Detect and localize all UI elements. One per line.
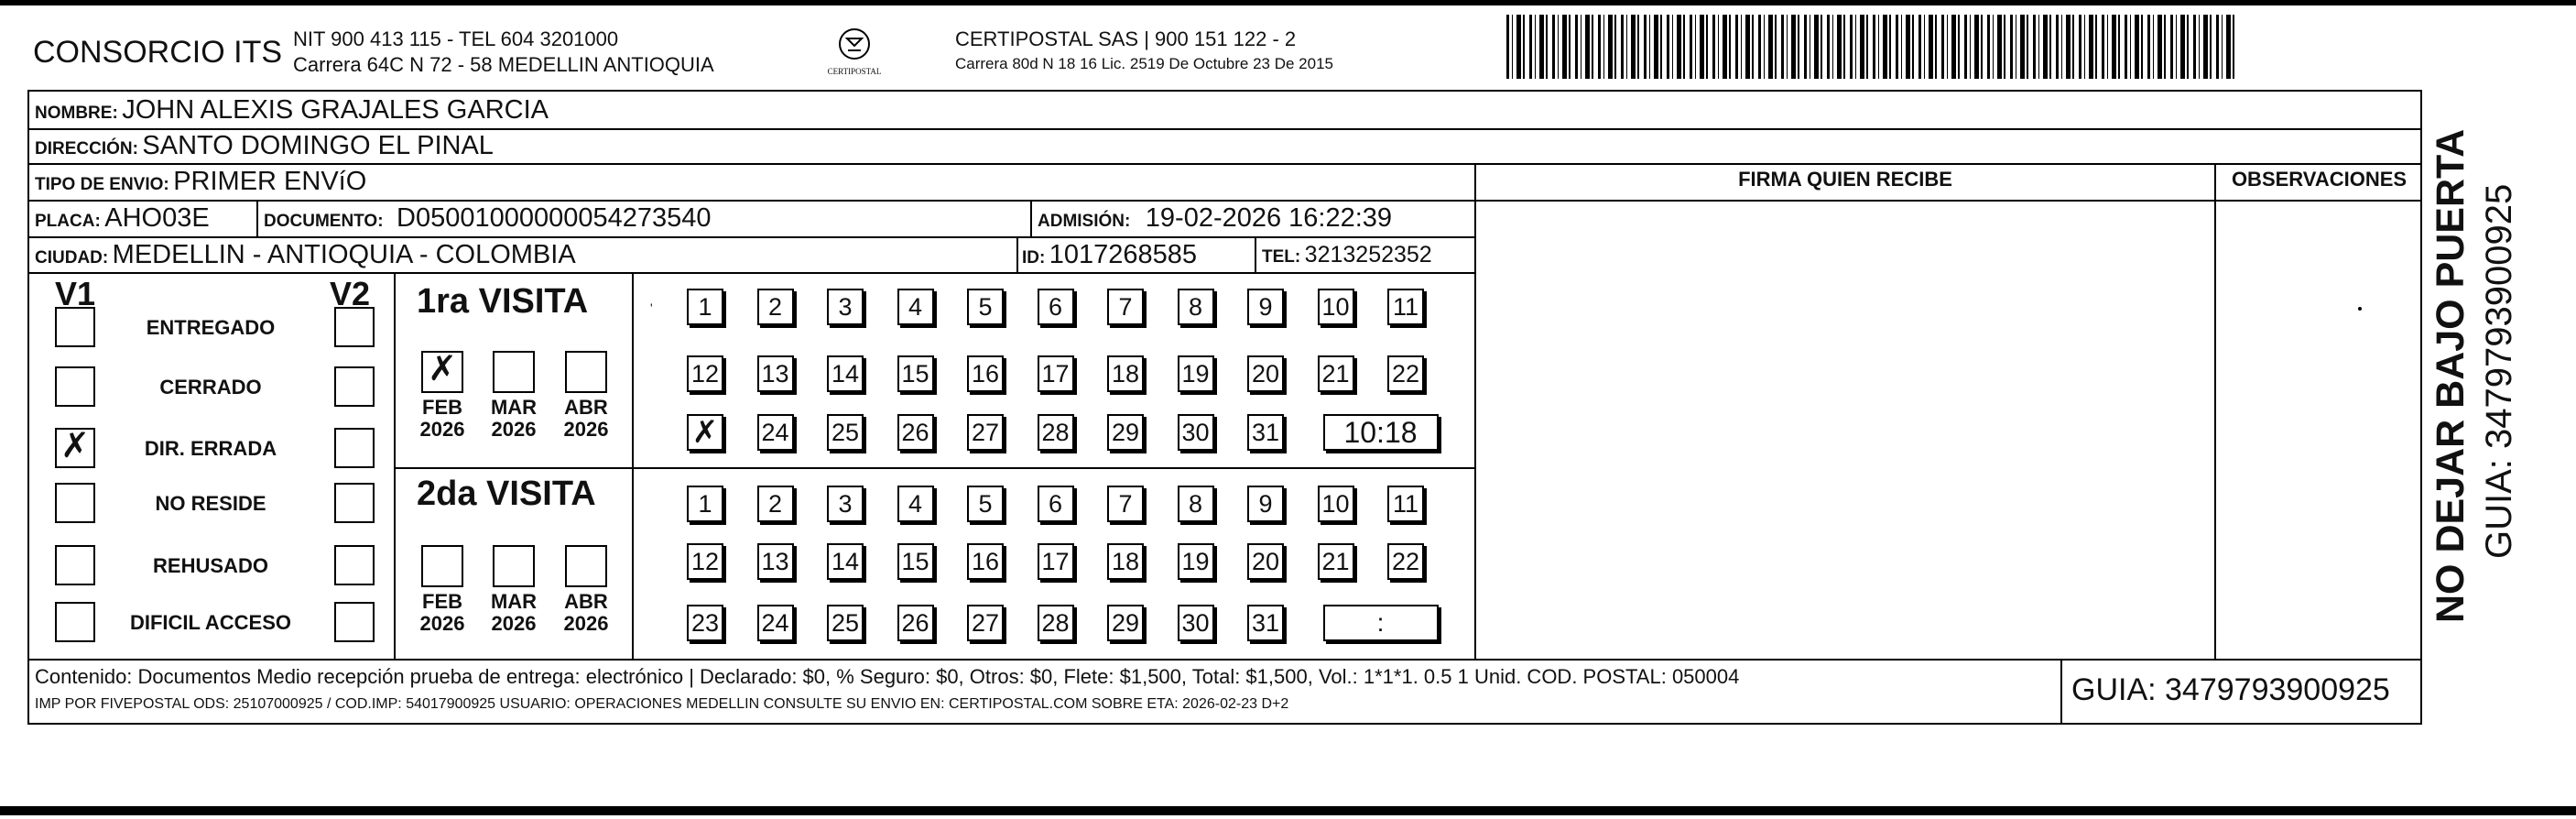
- second-day-box[interactable]: 10: [1318, 486, 1354, 522]
- first-day-box[interactable]: 8: [1178, 289, 1214, 325]
- documento-value: D05001000000054273540: [397, 203, 712, 233]
- admision-row: [1038, 203, 1392, 234]
- first-month-checkbox[interactable]: [493, 351, 535, 393]
- v1-checkbox[interactable]: [55, 602, 95, 642]
- second-month-label: [415, 591, 470, 635]
- footer-contenido: Contenido: Documentos Medio recepción prueba de entrega: electrónico | Declarado: $0, % Seguro: $0, Otros: $0, Flete: $1,500, Total: $1,500, Vol.: 1*1*1. 0.5 1 Unid. COD. POSTAL: 050004: [35, 665, 1740, 688]
- second-day-box[interactable]: 14: [827, 543, 864, 580]
- v2-checkbox[interactable]: [334, 602, 375, 642]
- second-month-checkbox[interactable]: [421, 545, 463, 587]
- footer-guia: GUIA: 3479793900925: [2071, 672, 2390, 707]
- second-day-box[interactable]: 16: [967, 543, 1004, 580]
- month-year: 2026: [563, 612, 609, 635]
- visit-mid-line: [394, 467, 1474, 469]
- status-label: DIFICIL ACCESO: [129, 611, 291, 634]
- v1-checkbox[interactable]: [55, 483, 95, 523]
- v2-checkbox[interactable]: [334, 307, 375, 347]
- footer-imp: IMP POR FIVEPOSTAL ODS: 25107000925 / COD.IMP: 54017900925 USUARIO: OPERACIONES MEDELLIN CONSULTE SU ENVIO EN: CERTIPOSTAL.COM SOBRE ETA: 2026-02-23 D+2: [35, 696, 1289, 712]
- company-name: CONSORCIO ITS: [33, 35, 283, 70]
- second-day-box[interactable]: 12: [687, 543, 723, 580]
- id-label: ID:: [1022, 248, 1046, 268]
- first-day-box[interactable]: 11: [1387, 289, 1424, 325]
- second-day-box[interactable]: 22: [1387, 543, 1424, 580]
- v1-label: V1: [55, 275, 96, 312]
- second-day-box[interactable]: 13: [757, 543, 794, 580]
- footer-line: [27, 659, 2422, 661]
- first-day-box[interactable]: 6: [1038, 289, 1074, 325]
- first-day-box[interactable]: 15: [897, 355, 934, 392]
- first-day-box[interactable]: 18: [1107, 355, 1144, 392]
- month-year: 2026: [563, 418, 609, 441]
- second-day-box[interactable]: 24: [757, 605, 794, 641]
- first-day-box[interactable]: 25: [827, 414, 864, 451]
- x-mark-icon: ✗: [691, 414, 719, 451]
- tel-label: TEL:: [1262, 247, 1301, 267]
- ciudad-row: [35, 240, 576, 270]
- month-name: ABR: [564, 396, 608, 419]
- firma-header: FIRMA QUIEN RECIBE: [1738, 168, 1952, 191]
- row-line-5: [27, 272, 1474, 274]
- v2-checkbox[interactable]: [334, 428, 375, 468]
- placa-row: [35, 203, 210, 234]
- placa-value: AHO03E: [104, 203, 210, 233]
- first-day-box[interactable]: 21: [1318, 355, 1354, 392]
- first-day-box[interactable]: 2: [757, 289, 794, 325]
- barcode: [1506, 15, 2239, 79]
- tipo-value: PRIMER ENVíO: [173, 167, 367, 196]
- row-line-2: [27, 163, 2422, 165]
- first-day-box[interactable]: 20: [1247, 355, 1284, 392]
- first-day-box[interactable]: 9: [1247, 289, 1284, 325]
- second-day-box[interactable]: 29: [1107, 605, 1144, 641]
- side-guia: GUIA: 3479793900925: [2479, 183, 2519, 559]
- first-day-box[interactable]: 16: [967, 355, 1004, 392]
- tipo-label: TIPO DE ENVIO:: [35, 175, 169, 194]
- second-day-box[interactable]: 7: [1107, 486, 1144, 522]
- tipo-row: [35, 167, 366, 197]
- first-visit-title: 1ra VISITA: [417, 282, 589, 321]
- second-day-box[interactable]: 5: [967, 486, 1004, 522]
- status-label: NO RESIDE: [155, 492, 266, 515]
- first-day-box[interactable]: 13: [757, 355, 794, 392]
- second-visit-title: 2da VISITA: [417, 475, 596, 513]
- first-day-box[interactable]: 10: [1318, 289, 1354, 325]
- second-day-box[interactable]: 3: [827, 486, 864, 522]
- carrier-name: CERTIPOSTAL SAS | 900 151 122 - 2: [955, 27, 1297, 50]
- row-line-3: [27, 200, 1474, 202]
- v1-checkbox[interactable]: [55, 425, 95, 468]
- ciudad-label: CIUDAD:: [35, 248, 109, 268]
- second-day-box[interactable]: 17: [1038, 543, 1074, 580]
- first-time-box[interactable]: 10:18: [1323, 414, 1439, 451]
- row-line-4: [27, 236, 1474, 238]
- month-year: 2026: [419, 418, 465, 441]
- status-sep: [394, 272, 396, 659]
- month-name: FEB: [422, 590, 462, 613]
- second-month-label: [559, 591, 614, 635]
- v2-label: V2: [330, 275, 371, 312]
- month-name: FEB: [422, 396, 462, 419]
- logo-text: CERTIPOSTAL: [827, 67, 882, 76]
- second-month-label: [486, 591, 541, 635]
- obs-dot: [2358, 307, 2362, 311]
- placa-sep: [256, 200, 258, 238]
- first-day-box[interactable]: 27: [967, 414, 1004, 451]
- second-day-box[interactable]: 15: [897, 543, 934, 580]
- v1-checkbox[interactable]: [55, 366, 95, 407]
- placa-label: PLACA:: [35, 212, 101, 231]
- company-address: Carrera 64C N 72 - 58 MEDELLIN ANTIOQUIA: [293, 53, 714, 76]
- bottom-rule: [0, 806, 2576, 815]
- nombre-label: NOMBRE:: [35, 104, 118, 123]
- second-month-checkbox[interactable]: [493, 545, 535, 587]
- first-day-box[interactable]: 1: [687, 289, 723, 325]
- second-day-box[interactable]: 6: [1038, 486, 1074, 522]
- guia-sep: [2060, 659, 2062, 725]
- first-month-checkbox[interactable]: [421, 348, 463, 393]
- second-day-box[interactable]: 23: [687, 605, 723, 641]
- documento-row: [264, 203, 712, 234]
- second-day-box[interactable]: 31: [1247, 605, 1284, 641]
- first-month-label: [415, 397, 470, 441]
- side-warning: NO DEJAR BAJO PUERTA: [2429, 128, 2473, 623]
- month-name: MAR: [490, 590, 538, 613]
- nombre-value: JOHN ALEXIS GRAJALES GARCIA: [122, 95, 549, 125]
- certipostal-logo: [818, 26, 891, 76]
- v2-checkbox[interactable]: [334, 545, 375, 585]
- certipostal-logo-icon: [836, 26, 873, 62]
- second-day-box[interactable]: 30: [1178, 605, 1214, 641]
- id-row: [1022, 240, 1197, 270]
- x-mark-icon: ✗: [428, 348, 457, 388]
- first-month-checkbox[interactable]: [565, 351, 607, 393]
- v2-checkbox[interactable]: [334, 366, 375, 407]
- first-day-box[interactable]: 5: [967, 289, 1004, 325]
- x-mark-icon: ✗: [60, 425, 90, 465]
- top-rule: [0, 0, 2576, 5]
- second-day-box[interactable]: 9: [1247, 486, 1284, 522]
- frame-top-line: [27, 90, 2422, 92]
- v1-checkbox[interactable]: [55, 545, 95, 585]
- admision-label: ADMISIÓN:: [1038, 212, 1131, 231]
- first-day-box[interactable]: 4: [897, 289, 934, 325]
- first-day-box[interactable]: 30: [1178, 414, 1214, 451]
- v2-checkbox[interactable]: [334, 483, 375, 523]
- tel-value: 3213252352: [1304, 242, 1432, 268]
- second-day-box[interactable]: 20: [1247, 543, 1284, 580]
- tel-sep: [1255, 236, 1256, 273]
- month-year: 2026: [419, 612, 465, 635]
- second-day-box[interactable]: 4: [897, 486, 934, 522]
- stray-mark: ': [650, 300, 653, 315]
- ciudad-value: MEDELLIN - ANTIOQUIA - COLOMBIA: [112, 240, 576, 269]
- month-year: 2026: [491, 612, 537, 635]
- direccion-label: DIRECCIÓN:: [35, 139, 138, 158]
- second-day-box[interactable]: 28: [1038, 605, 1074, 641]
- second-day-box[interactable]: 8: [1178, 486, 1214, 522]
- first-day-box[interactable]: 14: [827, 355, 864, 392]
- v1-checkbox[interactable]: [55, 307, 95, 347]
- tel-row: [1262, 242, 1432, 268]
- first-day-box[interactable]: 12: [687, 355, 723, 392]
- row-line-1: [27, 128, 2422, 130]
- first-day-box[interactable]: 29: [1107, 414, 1144, 451]
- second-day-box[interactable]: 19: [1178, 543, 1214, 580]
- documento-label: DOCUMENTO:: [264, 212, 384, 231]
- second-day-box[interactable]: 1: [687, 486, 723, 522]
- second-day-box[interactable]: 21: [1318, 543, 1354, 580]
- first-day-box[interactable]: 17: [1038, 355, 1074, 392]
- status-label: REHUSADO: [153, 554, 268, 577]
- first-day-box[interactable]: 3: [827, 289, 864, 325]
- first-day-box[interactable]: 31: [1247, 414, 1284, 451]
- status-label: CERRADO: [159, 376, 262, 399]
- first-day-box[interactable]: 28: [1038, 414, 1074, 451]
- second-month-checkbox[interactable]: [565, 545, 607, 587]
- nombre-row: [35, 95, 549, 126]
- id-value: 1017268585: [1049, 240, 1198, 269]
- second-time-box[interactable]: :: [1323, 605, 1439, 641]
- first-day-box[interactable]: 24: [757, 414, 794, 451]
- carrier-address: Carrera 80d N 18 16 Lic. 2519 De Octubre 23 De 2015: [955, 55, 1333, 72]
- signature-area[interactable]: [1476, 202, 2214, 657]
- second-day-box[interactable]: 18: [1107, 543, 1144, 580]
- status-label: ENTREGADO: [146, 316, 276, 339]
- status-label: DIR. ERRADA: [144, 437, 277, 460]
- id-sep: [1016, 236, 1018, 273]
- month-name: MAR: [490, 396, 538, 419]
- first-day-box[interactable]: 22: [1387, 355, 1424, 392]
- company-nit: NIT 900 413 115 - TEL 604 3201000: [293, 27, 619, 50]
- second-day-box[interactable]: 11: [1387, 486, 1424, 522]
- first-month-label: [559, 397, 614, 441]
- observations-area[interactable]: [2216, 202, 2422, 657]
- month-year: 2026: [491, 418, 537, 441]
- first-day-box[interactable]: 26: [897, 414, 934, 451]
- observaciones-header: OBSERVACIONES: [2231, 168, 2408, 191]
- month-name: ABR: [564, 590, 608, 613]
- second-day-box[interactable]: 26: [897, 605, 934, 641]
- first-day-box[interactable]: 7: [1107, 289, 1144, 325]
- first-day-box[interactable]: [687, 414, 723, 451]
- direccion-value: SANTO DOMINGO EL PINAL: [142, 131, 494, 160]
- first-month-label: [486, 397, 541, 441]
- first-day-box[interactable]: 19: [1178, 355, 1214, 392]
- visit-sep: [632, 272, 634, 659]
- second-day-box[interactable]: 2: [757, 486, 794, 522]
- second-day-box[interactable]: 25: [827, 605, 864, 641]
- direccion-row: [35, 131, 494, 161]
- second-day-box[interactable]: 27: [967, 605, 1004, 641]
- admision-value: 19-02-2026 16:22:39: [1145, 203, 1393, 233]
- admision-sep: [1030, 200, 1032, 238]
